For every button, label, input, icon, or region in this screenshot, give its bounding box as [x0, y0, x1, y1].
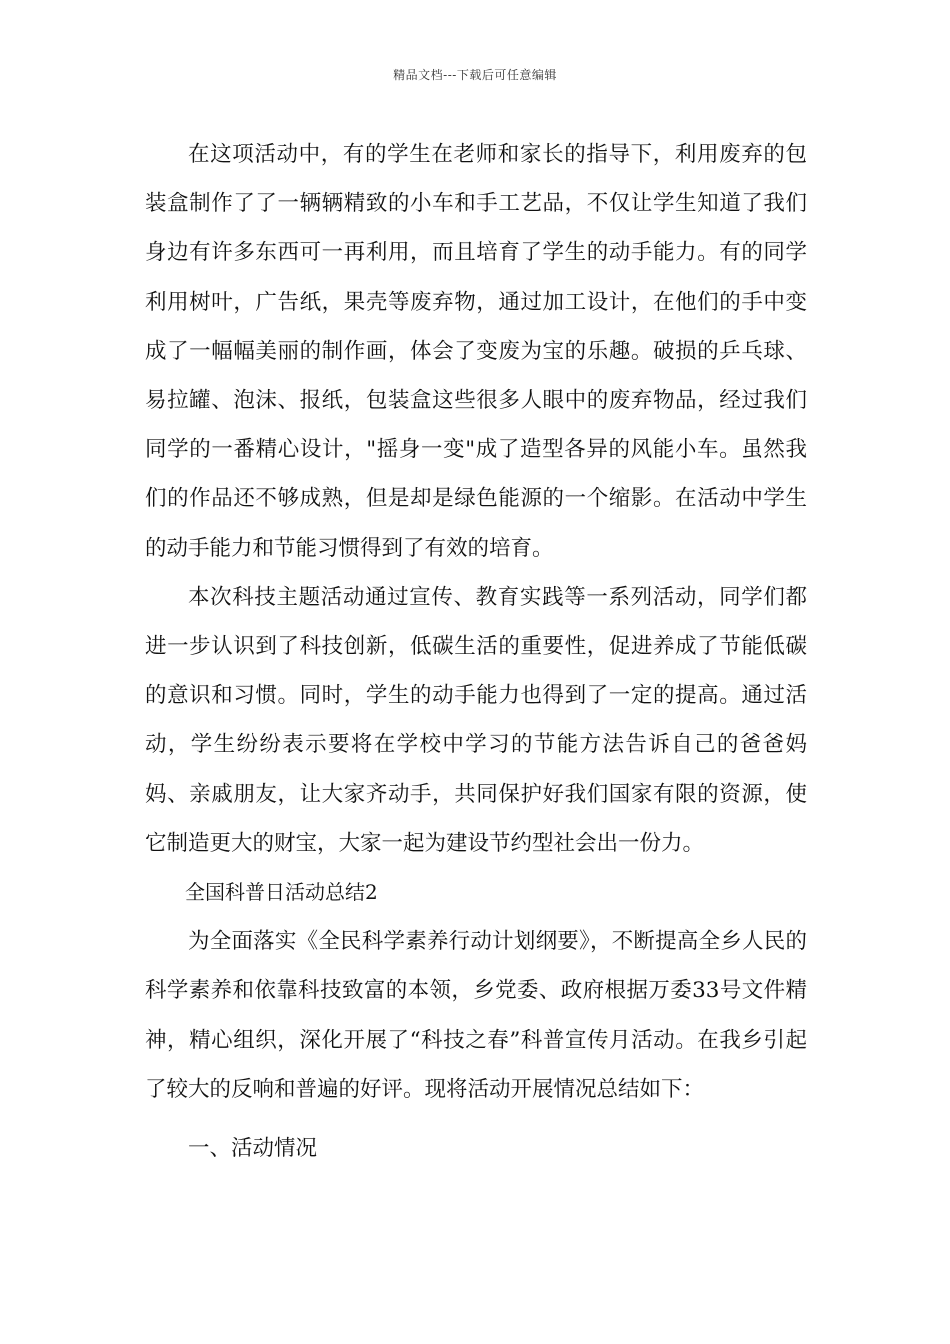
paragraph-activity-description: 在这项活动中，有的学生在老师和家长的指导下，利用废弃的包装盒制作了了一辆辆精致的小车和手工艺品，不仅让学生知道了我们身边有许多东西可一再利用，而且培育了学生的动手能力。有的同学利用树叶，广告纸，果壳等废弃物，通过加工设计，在他们的手中变成了一幅幅美丽的制作画，体会了变废为宝的乐趣。破损的乒乓球、易拉罐、泡沫、报纸，包装盒这些很多人眼中的废弃物品，经过我们同学的一番精心设计，"摇身一变"成了造型各异的风能小车。虽然我们的作品还不够成熟，但是却是绿色能源的一个缩影。在活动中学生的动手能力和节能习惯得到了有效的培育。	[145, 142, 807, 561]
paragraph-activity-summary: 本次科技主题活动通过宣传、教育实践等一系列活动，同学们都进一步认识到了科技创新，低碳生活的重要性，促进养成了节能低碳的意识和习惯。同时，学生的动手能力也得到了一定的提高。通过活动，学生纷纷表示要将在学校中学习的节能方法告诉自己的爸爸妈妈、亲戚朋友，让大家齐动手，共同保护好我们国家有限的资源，使它制造更大的财宝，大家一起为建设节约型社会出一份力。	[145, 584, 807, 856]
page-header: 精品文档---下载后可任意编辑	[393, 68, 557, 82]
subheading-activity-status: 一、活动情况	[188, 1136, 318, 1162]
paragraph-intro: 为全面落实《全民科学素养行动计划纲要》，不断提高全乡人民的科学素养和依靠科技致富的本领，乡党委、政府根据万委33号文件精神，精心组织，深化开展了“科技之春”科普宣传月活动。在我乡引起了较大的反响和普遍的好评。现将活动开展情况总结如下：	[145, 929, 807, 1102]
document-body	[145, 130, 807, 1173]
section-title: 全国科普日活动总结2	[185, 880, 378, 905]
